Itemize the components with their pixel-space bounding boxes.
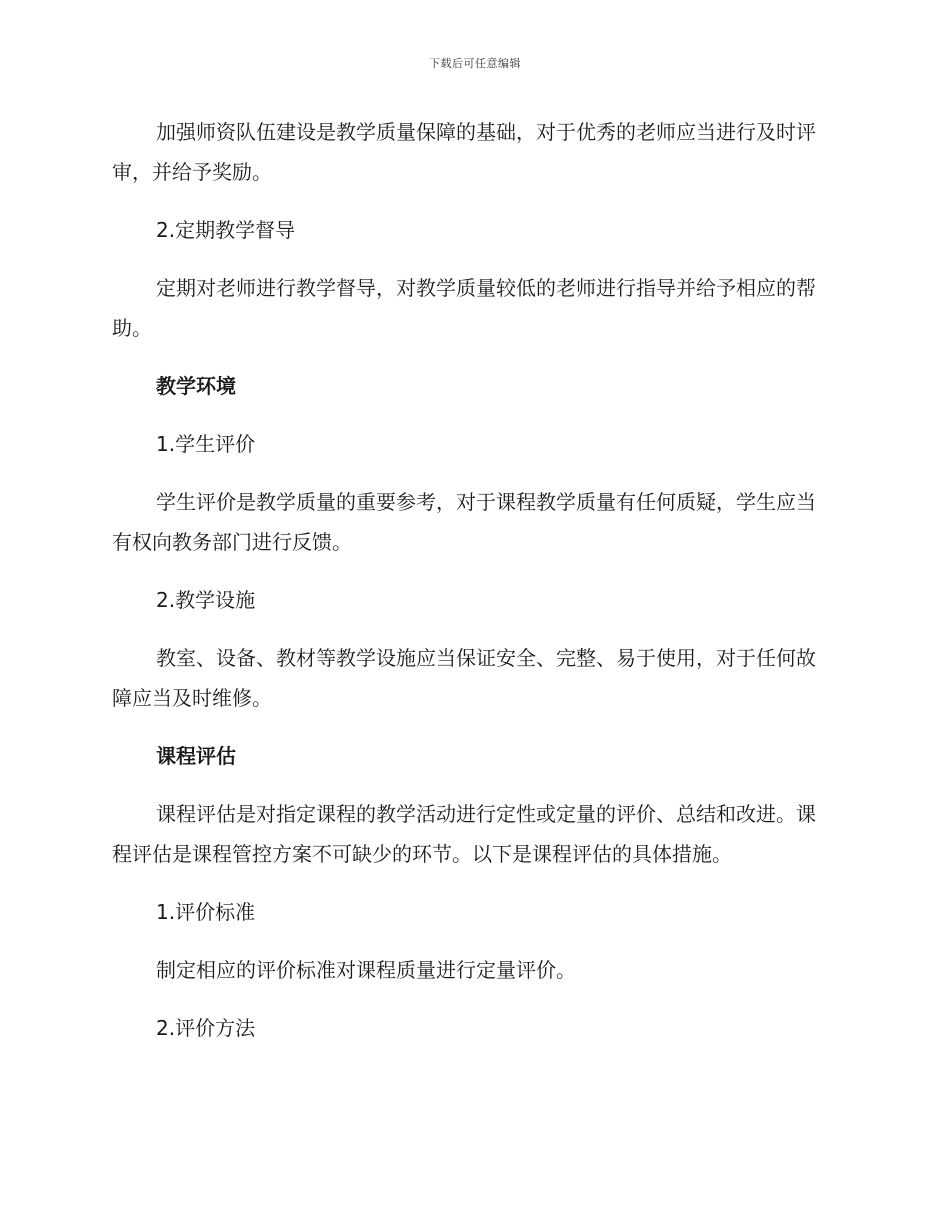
item-regular-supervision: 2.定期教学督导 <box>156 218 296 242</box>
item-evaluation-method: 2.评价方法 <box>156 1016 256 1040</box>
item-evaluation-criteria: 1.评价标准 <box>156 900 256 924</box>
paragraph-supervision: 定期对老师进行教学督导，对教学质量较低的老师进行指导并给予相应的帮助。 <box>112 276 816 340</box>
heading-teaching-environment: 教学环境 <box>156 374 236 398</box>
page-header: 下载后可任意编辑 <box>429 57 521 70</box>
item-teaching-facilities: 2.教学设施 <box>156 588 256 612</box>
heading-course-assessment: 课程评估 <box>156 744 236 768</box>
paragraph-teacher-team: 加强师资队伍建设是教学质量保障的基础，对于优秀的老师应当进行及时评审，并给予奖励。 <box>112 120 816 184</box>
paragraph-teaching-facilities: 教室、设备、教材等教学设施应当保证安全、完整、易于使用，对于任何故障应当及时维修。 <box>112 646 816 710</box>
paragraph-student-evaluation: 学生评价是教学质量的重要参考，对于课程教学质量有任何质疑，学生应当有权向教务部门进行反馈。 <box>112 490 816 554</box>
paragraph-course-assessment: 课程评估是对指定课程的教学活动进行定性或定量的评价、总结和改进。课程评估是课程管控方案不可缺少的环节。以下是课程评估的具体措施。 <box>112 802 816 866</box>
document-body <box>112 112 832 1066</box>
paragraph-evaluation-criteria: 制定相应的评价标准对课程质量进行定量评价。 <box>156 958 576 982</box>
item-student-evaluation: 1.学生评价 <box>156 432 256 456</box>
